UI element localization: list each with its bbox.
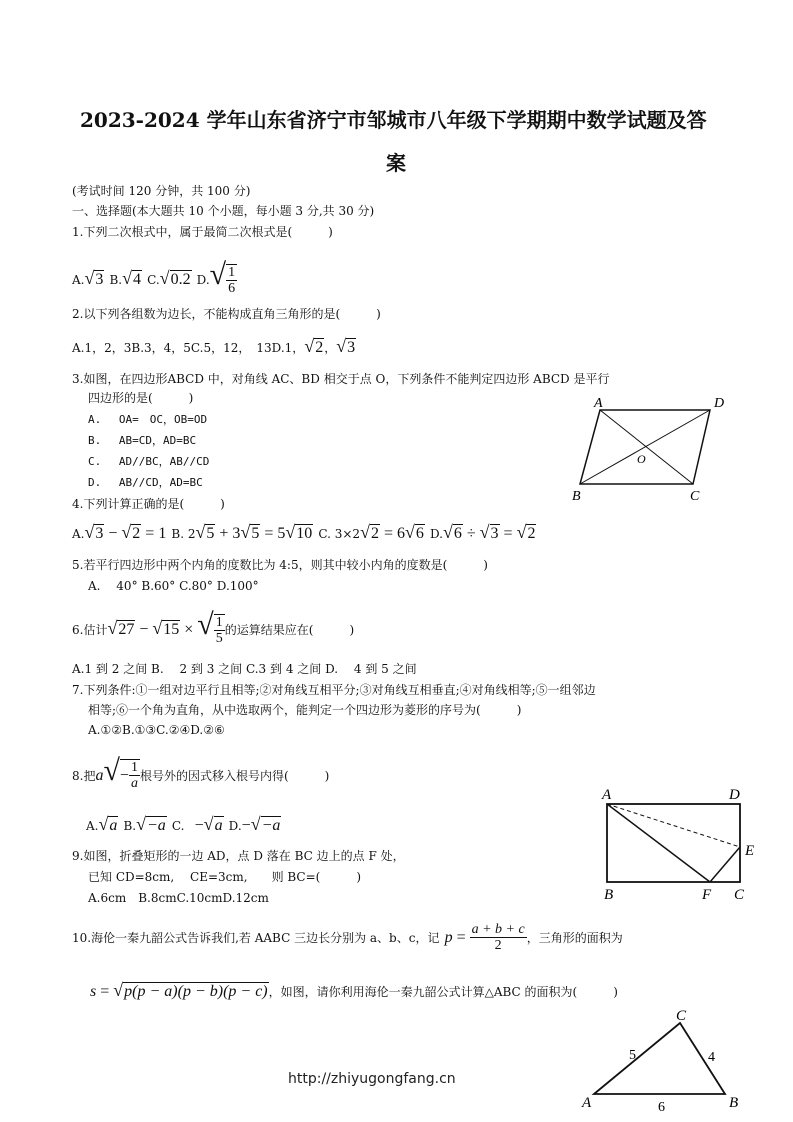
q8-options: A.√a B.√−a C. −√a D.−√−a <box>86 814 281 834</box>
q9-fold-line-af <box>607 804 710 882</box>
q10-numerator: a + b + c <box>471 922 525 937</box>
q3-diagonal-bd <box>580 410 710 484</box>
q3-label-o: O <box>637 452 646 466</box>
q8-outer-factor: a <box>95 767 104 784</box>
q1-opt-d-denominator: 6 <box>228 280 236 296</box>
q10-equals: = <box>452 929 470 946</box>
q4-c-result: = 6 <box>379 525 405 542</box>
q4-b-result: = 5 <box>260 525 286 542</box>
q3-option-a: A. OA= OC，OB=OD <box>88 413 208 426</box>
q8-opt-c-minus: − <box>194 817 204 834</box>
q3-label-b: B <box>572 489 581 504</box>
q8-opt-c-radicand: a <box>214 817 223 834</box>
q9-options: A.6cm B.8cmC.10cmD.12cm <box>88 891 269 905</box>
q4-b-radicand-2: 5 <box>251 525 260 542</box>
section-heading: 一、选择题(本大题共 10 个小题，每小题 3 分,共 30 分) <box>72 204 375 218</box>
q4-options: A.√3 − √2 = 1 B. 2√5 + 3√5 = 5√10 C. 3×2√2 = 6√6 D.√6 ÷ √3 = √2 <box>72 522 536 542</box>
q4-b-radicand-3: 10 <box>296 525 313 542</box>
q1-opt-c-radicand: 0.2 <box>170 271 191 288</box>
footer-url[interactable]: http://zhiyugongfang.cn <box>288 1071 456 1087</box>
q4-a-result: = 1 <box>141 525 167 542</box>
page-title: 2023-2024 学年山东省济宁市邹城市八年级下学期期中数学试题及答 <box>80 108 707 132</box>
q4-a-radicand-2: 2 <box>132 525 141 542</box>
q2-options: A.1，2，3B.3，4，5C.5，12， 13D.1，√2，√3 <box>72 336 356 356</box>
q3-stem: 3.如图，在四边形ABCD 中，对角线 AC、BD 相交于点 O，下列条件不能判定四边形 ABCD 是平行 <box>72 372 610 386</box>
q1-opt-a-label: A. <box>72 273 85 287</box>
q10-triangle-figure <box>572 1008 752 1116</box>
exam-info: (考试时间 120 分钟，共 100 分) <box>72 184 251 198</box>
q9-given: 已知 CD=8cm, CE=3cm, 则 BC=( ) <box>88 870 362 884</box>
q2-options-text: A.1，2，3B.3，4，5C.5，12， 13D.1， <box>72 341 305 355</box>
q5-options: A. 40° B.60° C.80° D.100° <box>88 579 259 593</box>
q9-label-b: B <box>604 887 614 902</box>
q9-label-e: E <box>745 843 755 859</box>
q10-stem <box>72 922 623 953</box>
q9-label-a: A <box>602 787 612 803</box>
q3-option-d: D. AB//CD，AD=BC <box>88 476 203 489</box>
q4-c-radicand-1: 2 <box>370 525 379 542</box>
q3-label-d: D <box>714 396 725 411</box>
q8-prefix: 8.把 <box>72 769 96 783</box>
q4-opt-d-label: D. <box>429 527 443 541</box>
q4-b-radicand-1: 5 <box>206 525 215 542</box>
q4-opt-c-label: C. 3×2 <box>318 527 361 541</box>
q3-label-c: C <box>690 489 700 504</box>
q6-op-2: × <box>180 621 198 638</box>
q6-denominator: 5 <box>215 630 223 646</box>
q1-options: A.√3 B.√4 C.√0.2 D.√ $\frac{1}{6}$ <box>72 258 236 296</box>
q8-opt-b-radicand: −a <box>147 817 166 834</box>
q10-formula-line: s = √p(p − a)(p − b)(p − c)，如图，请你利用海伦一秦九韶公式计算△ABC 的面积为( ) <box>90 980 618 1000</box>
q8-opt-c-label: C. <box>171 819 185 833</box>
q10-heron-radicand: p(p − a)(p − b)(p − c) <box>124 983 268 1000</box>
q4-b-op: + 3 <box>215 525 241 542</box>
q10-triangle <box>594 1023 725 1094</box>
q2-radicand-2: 3 <box>347 339 356 356</box>
q4-opt-a-label: A. <box>72 527 85 541</box>
q7-stem-continued: 相等;⑥一个角为直角，从中选取两个，能判定一个四边形为菱形的序号为( ) <box>88 703 522 717</box>
q1-opt-b-radicand: 4 <box>133 271 141 288</box>
q8-opt-d-minus: − <box>241 817 251 834</box>
q8-opt-d-label: D. <box>228 819 242 833</box>
q10-label-a: A <box>582 1095 592 1111</box>
q1-opt-b-label: B. <box>109 273 123 287</box>
q8-opt-a-label: A. <box>86 819 99 833</box>
q4-d-radicand-2: 3 <box>490 525 499 542</box>
q9-label-f: F <box>702 887 712 902</box>
q4-d-radicand-1: 6 <box>453 525 462 542</box>
q8-suffix: 根号外的因式移入根号内得( ) <box>139 769 330 783</box>
q3-option-b: B. AB=CD，AD=BC <box>88 434 197 447</box>
q9-label-d: D <box>729 787 740 803</box>
page-title-continued: 案 <box>386 151 406 175</box>
q8-stem: 8.把a√− $\frac{1}{a}$ 根号外的因式移入根号内得( ) <box>72 754 330 791</box>
q7-options: A.①②B.①③C.②④D.②⑥ <box>88 723 225 737</box>
q8-minus: − <box>119 767 129 784</box>
q6-prefix: 6.估计 <box>72 623 108 637</box>
q8-numerator: 1 <box>130 760 138 775</box>
q6-radicand-1: 27 <box>118 621 135 638</box>
q6-op-1: − <box>135 621 153 638</box>
q6-suffix: 的运算结果应在( ) <box>224 623 355 637</box>
q9-rectangle-figure <box>595 782 765 902</box>
q8-opt-b-label: B. <box>123 819 137 833</box>
q6-numerator: 1 <box>215 614 223 630</box>
q4-a-radicand-1: 3 <box>95 525 104 542</box>
q10-stem-text: 10.海伦一秦九韶公式告诉我们,若 AABC 三边长分别为 a、b、c，记 <box>72 931 440 945</box>
q10-stem-tail: ，三角形的面积为 <box>526 931 623 945</box>
q10-side-ac: 5 <box>629 1048 636 1063</box>
q10-side-bc: 4 <box>708 1050 715 1065</box>
q2-radicand-1: 2 <box>315 339 324 356</box>
q6-radicand-2: 15 <box>163 621 180 638</box>
q3-label-a: A <box>594 396 603 411</box>
q9-fold-line-ae <box>607 804 740 847</box>
q5-stem: 5.若平行四边形中两个内角的度数比为 4:5，则其中较小内角的度数是( ) <box>72 558 488 572</box>
q3-stem-continued: 四边形的是( ) <box>88 391 194 405</box>
q2-separator: ， <box>324 341 337 355</box>
q10-denominator: 2 <box>494 938 502 953</box>
q10-stem-continued: ，如图，请你利用海伦一秦九韶公式计算△ABC 的面积为( ) <box>268 985 618 999</box>
q8-opt-d-radicand: −a <box>261 817 281 834</box>
q4-d-radicand-3: 2 <box>527 525 536 542</box>
q4-d-eq: = <box>499 525 517 542</box>
q3-diagonal-ac <box>600 410 693 484</box>
q9-label-c: C <box>734 887 745 902</box>
q4-a-op: − <box>104 525 122 542</box>
q6-stem: 6.估计√27 − √15 × √ $\frac{1}{5}$ 的运算结果应在( ) <box>72 608 355 646</box>
q10-side-ab: 6 <box>658 1100 665 1115</box>
q1-opt-c-label: C. <box>147 273 160 287</box>
q6-options: A.1 到 2 之间 B. 2 到 3 之间 C.3 到 4 之间 D. 4 到 5 之间 <box>72 662 417 676</box>
q8-denominator: a <box>130 776 138 791</box>
q1-opt-a-radicand: 3 <box>95 271 104 288</box>
q8-opt-a-radicand: a <box>109 817 118 834</box>
q4-stem: 4.下列计算正确的是( ) <box>72 497 225 511</box>
q9-stem: 9.如图，折叠矩形的一边 AD，点 D 落在 BC 边上的点 F 处， <box>72 849 405 863</box>
q10-label-c: C <box>676 1008 687 1024</box>
q1-opt-d-numerator: 1 <box>228 264 236 280</box>
q1-stem: 1.下列二次根式中，属于最简二次根式是( ) <box>72 225 333 239</box>
q1-opt-d-label: D. <box>196 273 210 287</box>
q3-parallelogram-figure <box>565 392 745 507</box>
q4-c-radicand-2: 6 <box>415 525 424 542</box>
q3-option-c: C. AD//BC，AB//CD <box>88 455 210 468</box>
q7-stem: 7.下列条件:①一组对边平行且相等;②对角线互相平分;③对角线互相垂直;④对角线相等;⑤一组邻边 <box>72 683 596 697</box>
q4-d-op: ÷ <box>462 525 480 542</box>
q10-p: p <box>444 929 453 946</box>
q10-label-b: B <box>729 1095 739 1111</box>
q2-stem: 2.以下列各组数为边长，不能构成直角三角形的是( ) <box>72 307 381 321</box>
q9-segment-fe <box>710 847 740 882</box>
q4-opt-b-label: B. 2 <box>171 527 196 541</box>
